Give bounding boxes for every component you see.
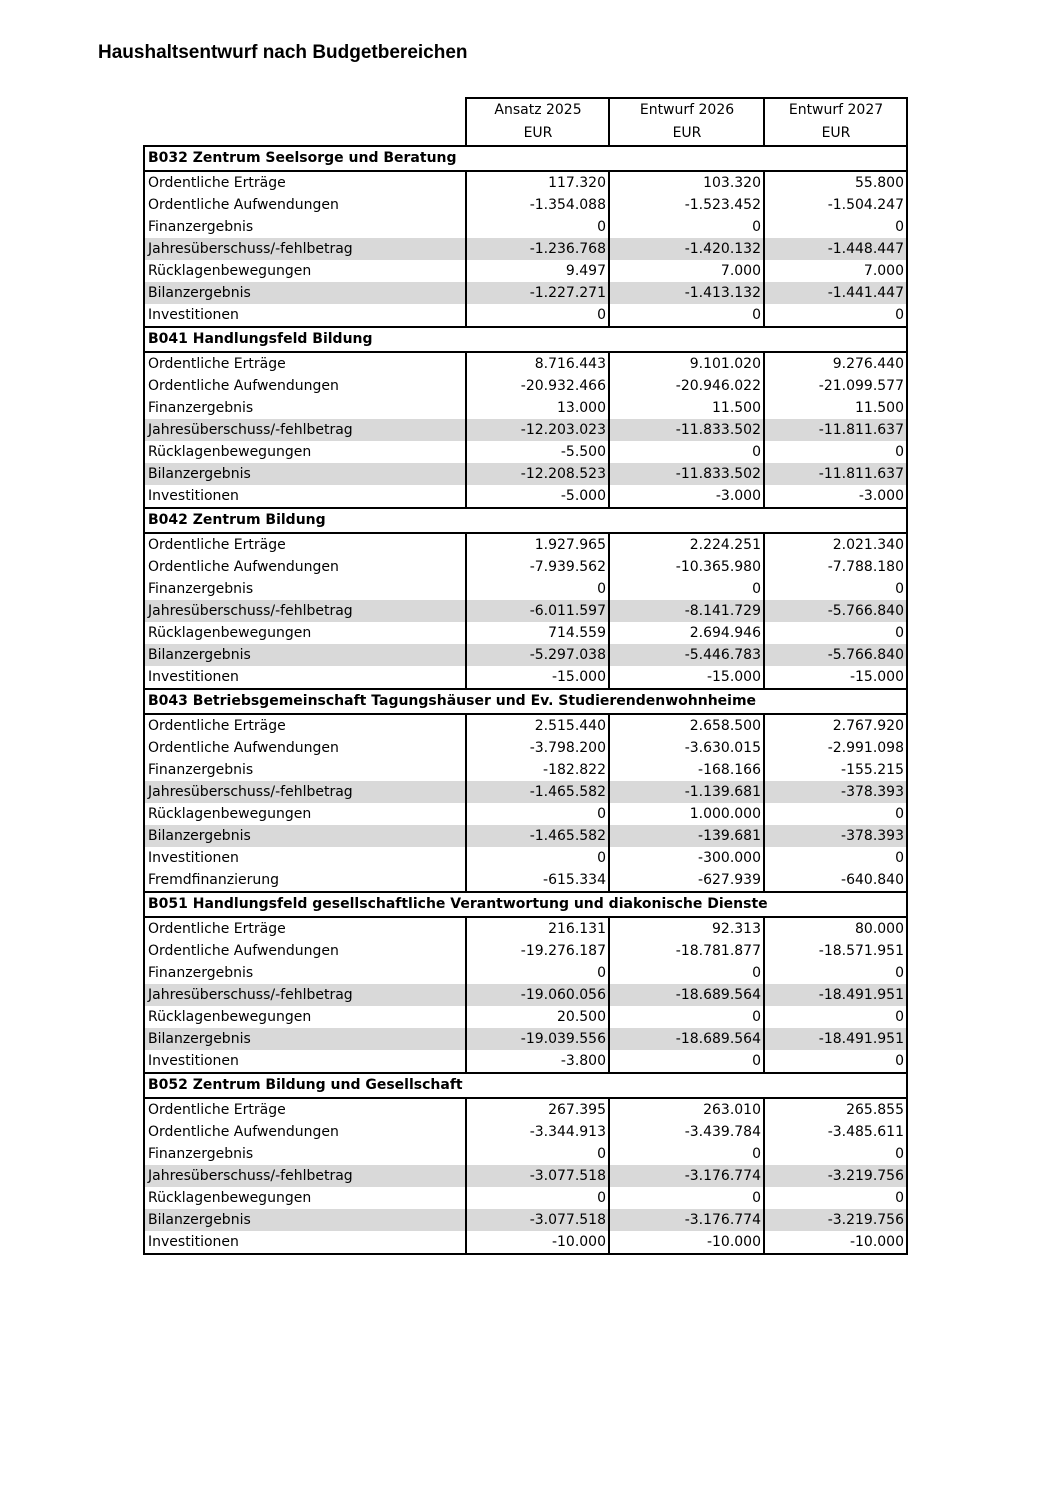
- table-row: [144, 781, 907, 803]
- value-cell: -3.219.756: [764, 1209, 907, 1231]
- row-label: Ordentliche Erträge: [144, 917, 466, 940]
- table-row: [144, 803, 907, 825]
- row-label: Bilanzergebnis: [144, 1028, 466, 1050]
- value-cell: 20.500: [466, 1006, 609, 1028]
- table-row: [144, 1209, 907, 1231]
- section-header-row: [144, 689, 907, 714]
- value-cell: 11.500: [609, 397, 764, 419]
- value-cell: -2.991.098: [764, 737, 907, 759]
- value-cell: -7.788.180: [764, 556, 907, 578]
- row-label: Ordentliche Erträge: [144, 171, 466, 194]
- value-cell: 0: [609, 441, 764, 463]
- row-label: Rücklagenbewegungen: [144, 803, 466, 825]
- value-cell: 2.767.920: [764, 714, 907, 737]
- table-row: [144, 666, 907, 689]
- value-cell: 55.800: [764, 171, 907, 194]
- value-cell: -139.681: [609, 825, 764, 847]
- value-cell: -615.334: [466, 869, 609, 892]
- section-title: B051 Handlungsfeld gesellschaftliche Verantwortung und diakonische Dienste: [144, 892, 907, 917]
- value-cell: -18.689.564: [609, 1028, 764, 1050]
- row-label: Bilanzergebnis: [144, 463, 466, 485]
- value-cell: 7.000: [609, 260, 764, 282]
- value-cell: -155.215: [764, 759, 907, 781]
- row-label: Bilanzergebnis: [144, 282, 466, 304]
- value-cell: 0: [609, 216, 764, 238]
- value-cell: 0: [764, 847, 907, 869]
- value-cell: 0: [764, 578, 907, 600]
- value-cell: -18.491.951: [764, 1028, 907, 1050]
- table-row: [144, 260, 907, 282]
- value-cell: -3.077.518: [466, 1165, 609, 1187]
- table-row: [144, 737, 907, 759]
- value-cell: 117.320: [466, 171, 609, 194]
- value-cell: 0: [609, 1143, 764, 1165]
- value-cell: -640.840: [764, 869, 907, 892]
- value-cell: 0: [609, 1187, 764, 1209]
- row-label: Investitionen: [144, 485, 466, 508]
- value-cell: -10.000: [764, 1231, 907, 1254]
- value-cell: -15.000: [609, 666, 764, 689]
- value-cell: 0: [764, 1050, 907, 1073]
- value-cell: -10.000: [609, 1231, 764, 1254]
- value-cell: -19.276.187: [466, 940, 609, 962]
- row-label: Finanzergebnis: [144, 1143, 466, 1165]
- row-label: Rücklagenbewegungen: [144, 622, 466, 644]
- value-cell: -3.439.784: [609, 1121, 764, 1143]
- table-row: [144, 714, 907, 737]
- table-row: [144, 984, 907, 1006]
- table-row: [144, 397, 907, 419]
- table-row: [144, 869, 907, 892]
- value-cell: 0: [466, 1143, 609, 1165]
- value-cell: -11.811.637: [764, 419, 907, 441]
- table-row: [144, 533, 907, 556]
- value-cell: 0: [466, 803, 609, 825]
- row-label: Investitionen: [144, 847, 466, 869]
- value-cell: -168.166: [609, 759, 764, 781]
- value-cell: 0: [764, 622, 907, 644]
- row-label: Jahresüberschuss/-fehlbetrag: [144, 781, 466, 803]
- header-blank-cell: [144, 122, 466, 146]
- value-cell: 0: [764, 1006, 907, 1028]
- table-row: [144, 304, 907, 327]
- value-cell: -5.766.840: [764, 600, 907, 622]
- table-row: [144, 1006, 907, 1028]
- value-cell: -3.800: [466, 1050, 609, 1073]
- table-row: [144, 825, 907, 847]
- value-cell: -1.465.582: [466, 781, 609, 803]
- value-cell: 0: [466, 216, 609, 238]
- value-cell: 0: [466, 962, 609, 984]
- table-row: [144, 1121, 907, 1143]
- column-unit-ansatz-2025: EUR: [466, 122, 609, 146]
- value-cell: 267.395: [466, 1098, 609, 1121]
- row-label: Ordentliche Aufwendungen: [144, 194, 466, 216]
- value-cell: 0: [764, 441, 907, 463]
- section-title: B041 Handlungsfeld Bildung: [144, 327, 907, 352]
- row-label: Ordentliche Aufwendungen: [144, 737, 466, 759]
- value-cell: -18.571.951: [764, 940, 907, 962]
- section-header-row: [144, 892, 907, 917]
- value-cell: -15.000: [764, 666, 907, 689]
- value-cell: -20.932.466: [466, 375, 609, 397]
- row-label: Ordentliche Aufwendungen: [144, 556, 466, 578]
- row-label: Rücklagenbewegungen: [144, 260, 466, 282]
- value-cell: -12.208.523: [466, 463, 609, 485]
- table-header: [144, 98, 907, 146]
- value-cell: -19.039.556: [466, 1028, 609, 1050]
- value-cell: -1.413.132: [609, 282, 764, 304]
- section-title: B032 Zentrum Seelsorge und Beratung: [144, 146, 907, 171]
- value-cell: 0: [764, 216, 907, 238]
- table-row: [144, 463, 907, 485]
- row-label: Jahresüberschuss/-fehlbetrag: [144, 1165, 466, 1187]
- table-row: [144, 759, 907, 781]
- value-cell: -3.344.913: [466, 1121, 609, 1143]
- value-cell: -3.630.015: [609, 737, 764, 759]
- value-cell: -1.354.088: [466, 194, 609, 216]
- value-cell: -378.393: [764, 781, 907, 803]
- value-cell: -3.077.518: [466, 1209, 609, 1231]
- section-header-row: [144, 508, 907, 533]
- value-cell: -1.465.582: [466, 825, 609, 847]
- value-cell: -20.946.022: [609, 375, 764, 397]
- value-cell: 0: [609, 304, 764, 327]
- value-cell: -10.365.980: [609, 556, 764, 578]
- table-row: [144, 485, 907, 508]
- table-row: [144, 1187, 907, 1209]
- value-cell: 9.276.440: [764, 352, 907, 375]
- row-label: Ordentliche Aufwendungen: [144, 375, 466, 397]
- value-cell: -1.236.768: [466, 238, 609, 260]
- table-row: [144, 578, 907, 600]
- value-cell: 0: [764, 1187, 907, 1209]
- value-cell: -18.689.564: [609, 984, 764, 1006]
- value-cell: -18.491.951: [764, 984, 907, 1006]
- value-cell: -1.448.447: [764, 238, 907, 260]
- row-label: Jahresüberschuss/-fehlbetrag: [144, 984, 466, 1006]
- value-cell: -7.939.562: [466, 556, 609, 578]
- value-cell: 2.224.251: [609, 533, 764, 556]
- row-label: Rücklagenbewegungen: [144, 441, 466, 463]
- row-label: Investitionen: [144, 304, 466, 327]
- row-label: Finanzergebnis: [144, 578, 466, 600]
- value-cell: -12.203.023: [466, 419, 609, 441]
- row-label: Jahresüberschuss/-fehlbetrag: [144, 600, 466, 622]
- value-cell: 80.000: [764, 917, 907, 940]
- column-header-entwurf-2026: Entwurf 2026: [609, 98, 764, 122]
- row-label: Fremdfinanzierung: [144, 869, 466, 892]
- value-cell: 103.320: [609, 171, 764, 194]
- table-row: [144, 282, 907, 304]
- value-cell: -1.441.447: [764, 282, 907, 304]
- row-label: Ordentliche Erträge: [144, 1098, 466, 1121]
- table-row: [144, 1028, 907, 1050]
- row-label: Finanzergebnis: [144, 759, 466, 781]
- row-label: Ordentliche Aufwendungen: [144, 1121, 466, 1143]
- value-cell: 0: [466, 304, 609, 327]
- value-cell: -1.227.271: [466, 282, 609, 304]
- value-cell: -5.000: [466, 485, 609, 508]
- value-cell: 2.021.340: [764, 533, 907, 556]
- value-cell: -3.176.774: [609, 1209, 764, 1231]
- column-header-entwurf-2027: Entwurf 2027: [764, 98, 907, 122]
- row-label: Investitionen: [144, 1050, 466, 1073]
- value-cell: 263.010: [609, 1098, 764, 1121]
- value-cell: -1.420.132: [609, 238, 764, 260]
- value-cell: -3.219.756: [764, 1165, 907, 1187]
- value-cell: 92.313: [609, 917, 764, 940]
- value-cell: 0: [466, 1187, 609, 1209]
- value-cell: -11.811.637: [764, 463, 907, 485]
- row-label: Rücklagenbewegungen: [144, 1006, 466, 1028]
- value-cell: 7.000: [764, 260, 907, 282]
- column-header-ansatz-2025: Ansatz 2025: [466, 98, 609, 122]
- row-label: Ordentliche Aufwendungen: [144, 940, 466, 962]
- row-label: Finanzergebnis: [144, 216, 466, 238]
- column-unit-entwurf-2026: EUR: [609, 122, 764, 146]
- value-cell: 216.131: [466, 917, 609, 940]
- row-label: Finanzergebnis: [144, 962, 466, 984]
- value-cell: 1.927.965: [466, 533, 609, 556]
- value-cell: -6.011.597: [466, 600, 609, 622]
- header-blank-cell: [144, 98, 466, 122]
- section-title: B043 Betriebsgemeinschaft Tagungshäuser und Ev. Studierendenwohnheime: [144, 689, 907, 714]
- table-row: [144, 1231, 907, 1254]
- value-cell: 9.497: [466, 260, 609, 282]
- value-cell: -3.485.611: [764, 1121, 907, 1143]
- row-label: Bilanzergebnis: [144, 1209, 466, 1231]
- value-cell: 0: [764, 803, 907, 825]
- value-cell: 1.000.000: [609, 803, 764, 825]
- table-row: [144, 847, 907, 869]
- table-row: [144, 962, 907, 984]
- table-row: [144, 1098, 907, 1121]
- value-cell: 0: [466, 578, 609, 600]
- budget-table: [143, 97, 908, 1255]
- table-row: [144, 194, 907, 216]
- section-title: B052 Zentrum Bildung und Gesellschaft: [144, 1073, 907, 1098]
- table-row: [144, 441, 907, 463]
- table-row: [144, 622, 907, 644]
- table-row: [144, 375, 907, 397]
- value-cell: -3.176.774: [609, 1165, 764, 1187]
- row-label: Investitionen: [144, 1231, 466, 1254]
- value-cell: -378.393: [764, 825, 907, 847]
- value-cell: 2.694.946: [609, 622, 764, 644]
- value-cell: -182.822: [466, 759, 609, 781]
- table-row: [144, 600, 907, 622]
- row-label: Bilanzergebnis: [144, 644, 466, 666]
- value-cell: 0: [764, 962, 907, 984]
- value-cell: -627.939: [609, 869, 764, 892]
- section-title: B042 Zentrum Bildung: [144, 508, 907, 533]
- value-cell: -5.500: [466, 441, 609, 463]
- section-header-row: [144, 327, 907, 352]
- value-cell: 11.500: [764, 397, 907, 419]
- value-cell: 0: [764, 304, 907, 327]
- value-cell: 0: [466, 847, 609, 869]
- table-row: [144, 1050, 907, 1073]
- value-cell: 13.000: [466, 397, 609, 419]
- value-cell: -3.798.200: [466, 737, 609, 759]
- value-cell: 8.716.443: [466, 352, 609, 375]
- column-unit-entwurf-2027: EUR: [764, 122, 907, 146]
- value-cell: -3.000: [609, 485, 764, 508]
- value-cell: 0: [764, 1143, 907, 1165]
- table-row: [144, 352, 907, 375]
- value-cell: -1.139.681: [609, 781, 764, 803]
- value-cell: 9.101.020: [609, 352, 764, 375]
- value-cell: -5.766.840: [764, 644, 907, 666]
- row-label: Ordentliche Erträge: [144, 714, 466, 737]
- value-cell: -18.781.877: [609, 940, 764, 962]
- value-cell: -5.297.038: [466, 644, 609, 666]
- value-cell: -10.000: [466, 1231, 609, 1254]
- table-row: [144, 1143, 907, 1165]
- section-header-row: [144, 1073, 907, 1098]
- value-cell: -300.000: [609, 847, 764, 869]
- value-cell: -11.833.502: [609, 419, 764, 441]
- value-cell: -19.060.056: [466, 984, 609, 1006]
- table-row: [144, 238, 907, 260]
- row-label: Ordentliche Erträge: [144, 533, 466, 556]
- row-label: Rücklagenbewegungen: [144, 1187, 466, 1209]
- section-header-row: [144, 146, 907, 171]
- value-cell: 714.559: [466, 622, 609, 644]
- page-title: Haushaltsentwurf nach Budgetbereichen: [98, 42, 468, 63]
- table-row: [144, 419, 907, 441]
- table-row: [144, 917, 907, 940]
- row-label: Finanzergebnis: [144, 397, 466, 419]
- row-label: Investitionen: [144, 666, 466, 689]
- row-label: Jahresüberschuss/-fehlbetrag: [144, 238, 466, 260]
- value-cell: -3.000: [764, 485, 907, 508]
- row-label: Jahresüberschuss/-fehlbetrag: [144, 419, 466, 441]
- value-cell: 0: [609, 578, 764, 600]
- value-cell: -21.099.577: [764, 375, 907, 397]
- row-label: Ordentliche Erträge: [144, 352, 466, 375]
- value-cell: -15.000: [466, 666, 609, 689]
- value-cell: -11.833.502: [609, 463, 764, 485]
- value-cell: 265.855: [764, 1098, 907, 1121]
- table-row: [144, 1165, 907, 1187]
- value-cell: 0: [609, 1050, 764, 1073]
- value-cell: -8.141.729: [609, 600, 764, 622]
- value-cell: -5.446.783: [609, 644, 764, 666]
- table-body: [144, 146, 907, 1254]
- value-cell: -1.523.452: [609, 194, 764, 216]
- value-cell: 0: [609, 962, 764, 984]
- value-cell: 2.658.500: [609, 714, 764, 737]
- row-label: Bilanzergebnis: [144, 825, 466, 847]
- table-row: [144, 171, 907, 194]
- value-cell: 2.515.440: [466, 714, 609, 737]
- table-row: [144, 644, 907, 666]
- value-cell: -1.504.247: [764, 194, 907, 216]
- table-row: [144, 940, 907, 962]
- table-row: [144, 556, 907, 578]
- table-row: [144, 216, 907, 238]
- value-cell: 0: [609, 1006, 764, 1028]
